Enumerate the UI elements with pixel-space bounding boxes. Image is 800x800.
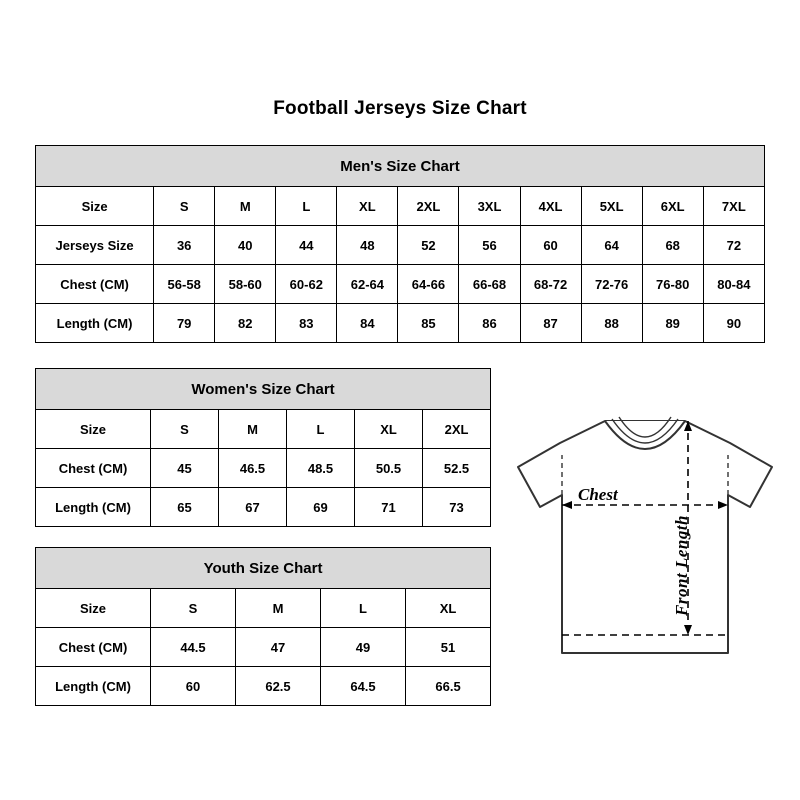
table-cell: 51 [406, 628, 491, 667]
table-cell: 4XL [520, 187, 581, 226]
chest-measurement-label: Chest [578, 485, 618, 504]
table-cell: 6XL [642, 187, 703, 226]
table-cell: 48 [337, 226, 398, 265]
table-cell: 76-80 [642, 265, 703, 304]
table-row [36, 410, 491, 449]
row-label: Jerseys Size [36, 226, 154, 265]
table-cell: L [287, 410, 355, 449]
table-cell: S [151, 589, 236, 628]
table-caption-row [36, 146, 765, 187]
table-cell: 87 [520, 304, 581, 343]
front-length-measurement-label: Front Length [672, 515, 691, 616]
table-cell: L [321, 589, 406, 628]
table-cell: 52.5 [423, 449, 491, 488]
row-label: Length (CM) [36, 304, 154, 343]
table-cell: S [151, 410, 219, 449]
table-cell: L [276, 187, 337, 226]
table-caption-row [36, 548, 491, 589]
table-cell: 83 [276, 304, 337, 343]
table-cell: 64-66 [398, 265, 459, 304]
table-cell: 56 [459, 226, 520, 265]
table-cell: XL [337, 187, 398, 226]
mens-size-chart-table [35, 145, 765, 343]
table-row [36, 187, 765, 226]
table-cell: 68 [642, 226, 703, 265]
table-cell: 50.5 [355, 449, 423, 488]
youth-chart-caption: Youth Size Chart [36, 548, 491, 589]
table-cell: 67 [219, 488, 287, 527]
table-cell: 65 [151, 488, 219, 527]
table-cell: M [219, 410, 287, 449]
table-cell: 46.5 [219, 449, 287, 488]
table-row [36, 628, 491, 667]
table-row [36, 226, 765, 265]
table-cell: M [215, 187, 276, 226]
table-cell: 5XL [581, 187, 642, 226]
page-title: Football Jerseys Size Chart [273, 98, 527, 119]
table-cell: 58-60 [215, 265, 276, 304]
table-cell: 47 [236, 628, 321, 667]
table-cell: 62.5 [236, 667, 321, 706]
row-label: Length (CM) [36, 667, 151, 706]
womens-size-chart-table [35, 368, 491, 527]
table-row [36, 667, 491, 706]
row-label: Size [36, 589, 151, 628]
table-cell: 64.5 [321, 667, 406, 706]
table-cell: 60 [151, 667, 236, 706]
table-cell: 2XL [423, 410, 491, 449]
table-cell: 72 [703, 226, 764, 265]
row-label: Chest (CM) [36, 265, 154, 304]
table-cell: 2XL [398, 187, 459, 226]
table-cell: 48.5 [287, 449, 355, 488]
table-cell: 69 [287, 488, 355, 527]
table-cell: 36 [154, 226, 215, 265]
row-label: Chest (CM) [36, 449, 151, 488]
table-cell: 85 [398, 304, 459, 343]
table-cell: 72-76 [581, 265, 642, 304]
table-cell: 89 [642, 304, 703, 343]
table-cell: M [236, 589, 321, 628]
table-row [36, 265, 765, 304]
table-cell: 88 [581, 304, 642, 343]
table-cell: 60-62 [276, 265, 337, 304]
table-cell: 52 [398, 226, 459, 265]
row-label: Chest (CM) [36, 628, 151, 667]
table-cell: 44.5 [151, 628, 236, 667]
table-cell: 71 [355, 488, 423, 527]
table-cell: 49 [321, 628, 406, 667]
table-cell: 60 [520, 226, 581, 265]
table-cell: 84 [337, 304, 398, 343]
table-cell: XL [355, 410, 423, 449]
table-row [36, 449, 491, 488]
table-row [36, 304, 765, 343]
table-cell: 90 [703, 304, 764, 343]
tshirt-icon [500, 395, 790, 685]
table-cell: 40 [215, 226, 276, 265]
table-cell: 7XL [703, 187, 764, 226]
table-cell: 79 [154, 304, 215, 343]
youth-size-chart-table [35, 547, 491, 706]
table-cell: 66.5 [406, 667, 491, 706]
row-label: Length (CM) [36, 488, 151, 527]
table-cell: 68-72 [520, 265, 581, 304]
tshirt-measurement-diagram [500, 395, 790, 685]
table-cell: 86 [459, 304, 520, 343]
table-caption-row [36, 369, 491, 410]
table-cell: 64 [581, 226, 642, 265]
table-cell: 44 [276, 226, 337, 265]
table-row [36, 589, 491, 628]
table-cell: 82 [215, 304, 276, 343]
table-cell: S [154, 187, 215, 226]
table-cell: 62-64 [337, 265, 398, 304]
table-cell: 73 [423, 488, 491, 527]
table-cell: 3XL [459, 187, 520, 226]
table-cell: 66-68 [459, 265, 520, 304]
row-label: Size [36, 187, 154, 226]
table-cell: 56-58 [154, 265, 215, 304]
row-label: Size [36, 410, 151, 449]
table-cell: 45 [151, 449, 219, 488]
womens-chart-caption: Women's Size Chart [36, 369, 491, 410]
table-row [36, 488, 491, 527]
mens-chart-caption: Men's Size Chart [36, 146, 765, 187]
table-cell: XL [406, 589, 491, 628]
table-cell: 80-84 [703, 265, 764, 304]
